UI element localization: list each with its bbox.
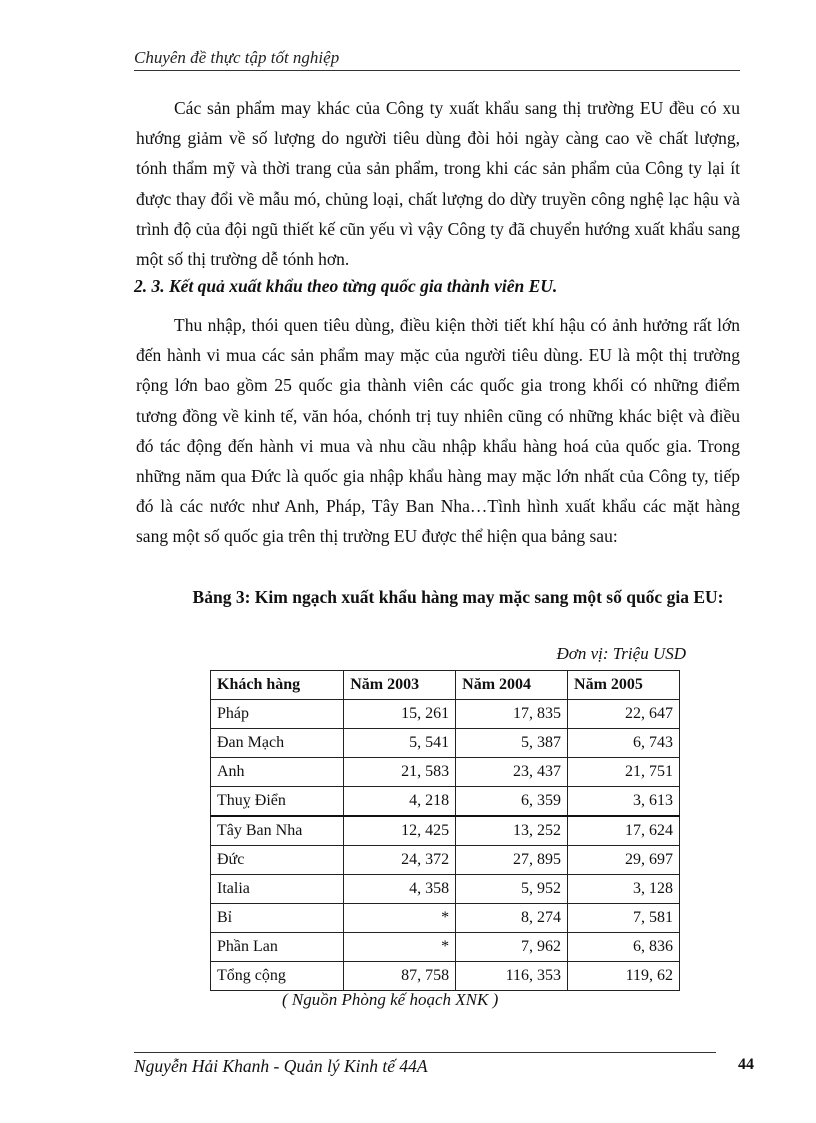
cell-2005: 6, 743 [568, 729, 680, 758]
table-row [211, 904, 680, 933]
table-total-row [211, 962, 680, 991]
footer-author: Nguyễn Hải Khanh - Quản lý Kinh tế 44A [134, 1056, 428, 1076]
cell-country: Anh [211, 758, 344, 787]
cell-2004: 5, 952 [456, 875, 568, 904]
cell-country: Bỉ [211, 904, 344, 933]
cell-country: Phần Lan [211, 933, 344, 962]
cell-2003: 21, 583 [344, 758, 456, 787]
cell-country: Italia [211, 875, 344, 904]
page-number: 44 [738, 1056, 754, 1073]
cell-2003: 4, 358 [344, 875, 456, 904]
cell-2004: 27, 895 [456, 846, 568, 875]
cell-2003: * [344, 904, 456, 933]
cell-2005: 17, 624 [568, 816, 680, 846]
section-heading: 2. 3. Kết quả xuất khẩu theo từng quốc gia thành viên EU. [134, 276, 558, 296]
cell-2005: 29, 697 [568, 846, 680, 875]
table-row [211, 700, 680, 729]
paragraph-products: Các sản phẩm may khác của Công ty xuất khẩu sang thị trường EU đều có xu hướng giảm về số lượng do người tiêu dùng đòi hỏi ngày càng cao về chất lượng, tónh thẩm mỹ và thời trang của sản phẩm, trong khi các sản phẩm của Công ty lại ít được thay đổi về mẫu mó, chủng loại, chất lượng do dừy truyền công nghệ lạc hậu và trình độ của đội ngũ thiết kế cũn yếu vì vậy Công ty đã chuyển hướng xuất khẩu sang một số thị trường dễ tónh hơn. [136, 98, 740, 270]
cell-2003: 15, 261 [344, 700, 456, 729]
cell-2004: 6, 359 [456, 787, 568, 817]
col-header-2005: Năm 2005 [568, 671, 680, 700]
cell-country: Đức [211, 846, 344, 875]
cell-2003: 5, 541 [344, 729, 456, 758]
cell-2003: * [344, 933, 456, 962]
cell-2004: 7, 962 [456, 933, 568, 962]
cell-2003: 12, 425 [344, 816, 456, 846]
cell-country: Đan Mạch [211, 729, 344, 758]
cell-2004: 23, 437 [456, 758, 568, 787]
cell-2005: 6, 836 [568, 933, 680, 962]
footer-divider [134, 1052, 716, 1053]
cell-2003: 24, 372 [344, 846, 456, 875]
cell-country: Tổng cộng [211, 962, 344, 991]
page-header: Chuyên đề thực tập tốt nghiệp [134, 48, 740, 71]
cell-country: Tây Ban Nha [211, 816, 344, 846]
cell-2004: 5, 387 [456, 729, 568, 758]
table-unit: Đơn vị: Triệu USD [556, 644, 686, 663]
cell-2005: 3, 128 [568, 875, 680, 904]
table-row [211, 729, 680, 758]
table-header-row [211, 671, 680, 700]
col-header-2003: Năm 2003 [344, 671, 456, 700]
cell-2004: 116, 353 [456, 962, 568, 991]
cell-2004: 13, 252 [456, 816, 568, 846]
cell-country: Pháp [211, 700, 344, 729]
cell-2005: 21, 751 [568, 758, 680, 787]
cell-2003: 87, 758 [344, 962, 456, 991]
cell-2005: 119, 62 [568, 962, 680, 991]
cell-2005: 7, 581 [568, 904, 680, 933]
paragraph-export-results: Thu nhập, thói quen tiêu dùng, điều kiện thời tiết khí hậu có ảnh hưởng rất lớn đến hành vi mua các sản phẩm may mặc của người tiêu dùng. EU là một thị trường rộng lớn bao gồm 25 quốc gia thành viên các quốc gia trong khối có những điểm tương đồng về kinh tế, văn hóa, chónh trị tuy nhiên cũng có những khác biệt và điều đó tác động đến hành vi mua và nhu cầu nhập khẩu hàng hoá của quốc gia. Trong những năm qua Đức là quốc gia nhập khẩu hàng may mặc lớn nhất của Công ty, tiếp đó là các nước như Anh, Pháp, Tây Ban Nha…Tình hình xuất khẩu các mặt hàng sang một số quốc gia trên thị trường EU được thể hiện qua bảng sau: [136, 315, 740, 547]
table-row [211, 816, 680, 846]
table-caption: Bảng 3: Kim ngạch xuất khẩu hàng may mặc sang một số quốc gia EU: [192, 587, 724, 607]
table-row [211, 758, 680, 787]
table-source: ( Nguồn Phòng kế hoạch XNK ) [282, 990, 499, 1009]
table-row [211, 875, 680, 904]
cell-2005: 22, 647 [568, 700, 680, 729]
export-table [210, 670, 680, 991]
table-row [211, 933, 680, 962]
cell-2004: 17, 835 [456, 700, 568, 729]
cell-2003: 4, 218 [344, 787, 456, 817]
cell-country: Thuỵ Điển [211, 787, 344, 817]
col-header-2004: Năm 2004 [456, 671, 568, 700]
col-header-customer: Khách hàng [211, 671, 344, 700]
cell-2004: 8, 274 [456, 904, 568, 933]
table-row [211, 846, 680, 875]
table-row [211, 787, 680, 817]
cell-2005: 3, 613 [568, 787, 680, 817]
